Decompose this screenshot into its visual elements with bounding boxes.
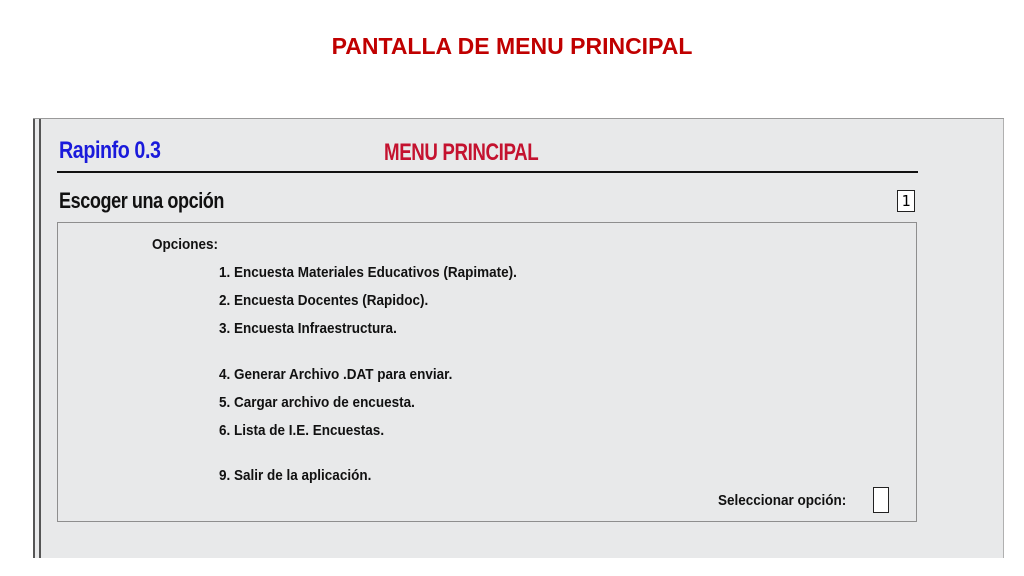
menu-option-1[interactable]: 1. Encuesta Materiales Educativos (Rapimate).	[219, 264, 517, 281]
left-border-line	[33, 119, 35, 558]
select-option-input[interactable]	[873, 487, 889, 513]
options-heading: Opciones:	[152, 236, 219, 253]
menu-option-2[interactable]: 2. Encuesta Docentes (Rapidoc).	[219, 292, 429, 309]
subtitle: Escoger una opción	[59, 188, 225, 213]
slide-title: PANTALLA DE MENU PRINCIPAL	[331, 33, 693, 59]
menu-option-9[interactable]: 9. Salir de la aplicación.	[219, 467, 372, 484]
select-option-label: Seleccionar opción:	[718, 492, 847, 509]
menu-option-4[interactable]: 4. Generar Archivo .DAT para enviar.	[219, 366, 453, 383]
menu-option-3[interactable]: 3. Encuesta Infraestructura.	[219, 320, 397, 337]
menu-option-6[interactable]: 6. Lista de I.E. Encuestas.	[219, 422, 385, 439]
title-divider	[57, 171, 918, 173]
option-field-top[interactable]: 1	[897, 190, 915, 212]
options-panel	[57, 222, 917, 522]
left-border-line-inner	[39, 119, 41, 558]
app-screen	[33, 118, 1004, 558]
menu-title: MENU PRINCIPAL	[384, 139, 539, 166]
menu-option-5[interactable]: 5. Cargar archivo de encuesta.	[219, 394, 415, 411]
app-name: Rapinfo 0.3	[59, 137, 161, 164]
right-border	[1003, 119, 1004, 558]
